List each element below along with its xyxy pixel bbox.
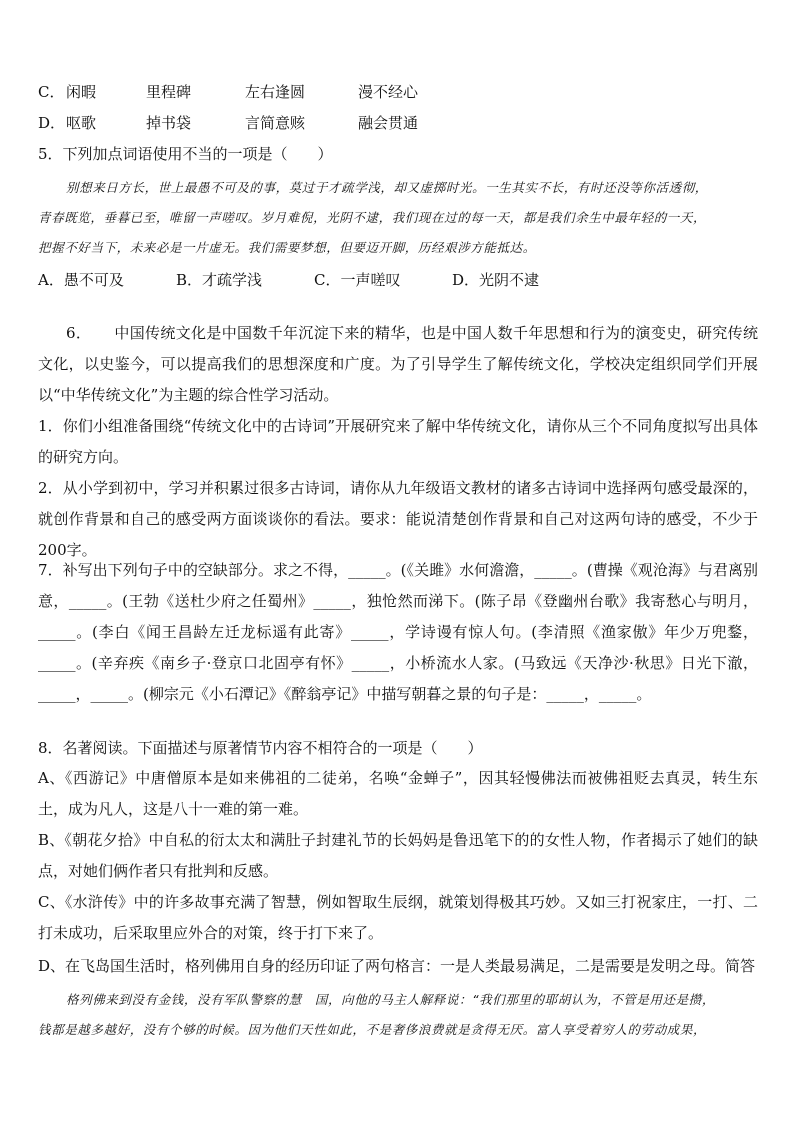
- q7-fill-blanks: 7．补写出下列句子中的空缺部分。求之不得，_____。(《关雎》水何澹澹，_____。(曹操《观沧海》与君离别意，_____。(王勃《送杜少府之任蜀州》_____，独怆然而涕下。(陈子昂《登幽州台歌》我寄愁心与明月，_____。(李白《闻王昌龄左迁龙标遥有此寄》_____，学诗谩有惊人句。(李清照《渔家傲》年少万兜鍪，_____。(辛弃疾《南乡子·登京口北固亭有怀》_____，小桥流水人家。(马致远《天净沙·秋思》日光下澈，_____，_____。(柳宗元《小石潭记》《醉翁亭记》中描写朝暮之景的句子是：_____，_____。: [38, 561, 758, 703]
- q5-option-a: A．愚不可及: [38, 271, 124, 289]
- option-d-word-2: 掉书袋: [146, 114, 192, 132]
- option-d-row: [38, 113, 738, 133]
- option-c-word-3: 左右逢圆: [245, 83, 306, 101]
- q5-passage-line-2: 青春既览，垂暮已至，唯留一声嗟叹。岁月难倪，光阴不逮，我们现在过的每一天，都是我们余生中最年轻的一天，: [38, 210, 707, 225]
- option-d-word-1: 呕歌: [66, 114, 97, 132]
- q6-item-1: 1．你们小组准备围绕“传统文化中的古诗词”开展研究来了解中华传统文化，请你从三个不同角度拟写出具体的研究方向。: [38, 417, 758, 466]
- option-d-word-4: 融会贯通: [358, 114, 419, 132]
- option-d-word-3: 言简意赅: [245, 114, 306, 132]
- q5-option-b: B．才疏学浅: [176, 271, 263, 289]
- q5-stem: 5．下列加点词语使用不当的一项是（ ）: [38, 145, 333, 163]
- option-c-word-4: 漫不经心: [358, 83, 419, 101]
- q8-passage-line-1: 格列佛来到没有金钱，没有军队警察的慧 国，向他的马主人解释说：“我们那里的耶胡认为，不管是用还是攒，: [66, 992, 715, 1007]
- q5-passage-line-1: 别想来日方长，世上最愚不可及的事，莫过于才疏学浅，却又虚掷时光。一生其实不长，有时还没等你活透彻，: [66, 180, 708, 195]
- option-c-word-2: 里程碑: [146, 83, 192, 101]
- q6-item-2: 2．从小学到初中，学习并积累过很多古诗词，请你从九年级语文教材的诸多古诗词中选择两句感受最深的，就创作背景和自己的感受两方面谈谈你的看法。要求：能说清楚创作背景和自己对这两句诗的感受，不少于 200字。: [38, 479, 758, 559]
- q6-intro: 6． 中国传统文化是中国数千年沉淀下来的精华，也是中国人数千年思想和行为的演变史，研究传统文化，以史鉴今，可以提高我们的思想深度和广度。为了引导学生了解传统文化，学校决定组织同学们开展以“中华传统文化”为主题的综合性学习活动。: [38, 324, 758, 404]
- q5-option-d: D．光阴不逮: [452, 271, 540, 289]
- option-c-row: [38, 82, 738, 102]
- q5-option-c: C．一声嗟叹: [314, 271, 401, 289]
- option-c-label: C．: [38, 83, 65, 101]
- q5-options-row: [38, 270, 738, 290]
- option-c-word-1: 闲暇: [66, 83, 97, 101]
- q5-passage-line-3: 把握不好当下，未来必是一片虚无。我们需要梦想，但要迈开脚，历经艰涉方能抵达。: [38, 240, 536, 255]
- q8-option-a: A、《西游记》中唐僧原本是如来佛祖的二徒弟，名唤“金蝉子”，因其轻慢佛法而被佛祖贬去真灵，转生东土，成为凡人，这是八十一难的第一难。: [38, 769, 758, 818]
- q8-option-d: D、在飞岛国生活时，格列佛用自身的经历印证了两句格言：一是人类最易满足，二是需要是发明之母。简答: [38, 957, 756, 975]
- q8-stem: 8．名著阅读。下面描述与原著情节内容不相符合的一项是（ ）: [38, 739, 483, 757]
- q8-option-b: B、《朝花夕拾》中自私的衍太太和满肚子封建礼节的长妈妈是鲁迅笔下的的女性人物，作者揭示了她们的缺点，对她们俩作者只有批判和反感。: [38, 831, 758, 880]
- q8-passage-line-2: 钱都是越多越好，没有个够的时候。因为他们天性如此，不是奢侈浪费就是贪得无厌。富人享受着穷人的劳动成果，: [38, 1022, 707, 1037]
- q8-option-c: C、《水浒传》中的许多故事充满了智慧，例如智取生辰纲，就策划得极其巧妙。又如三打祝家庄，一打、二打未成功，后采取里应外合的对策，终于打下来了。: [38, 893, 758, 942]
- option-d-label: D．: [38, 114, 66, 132]
